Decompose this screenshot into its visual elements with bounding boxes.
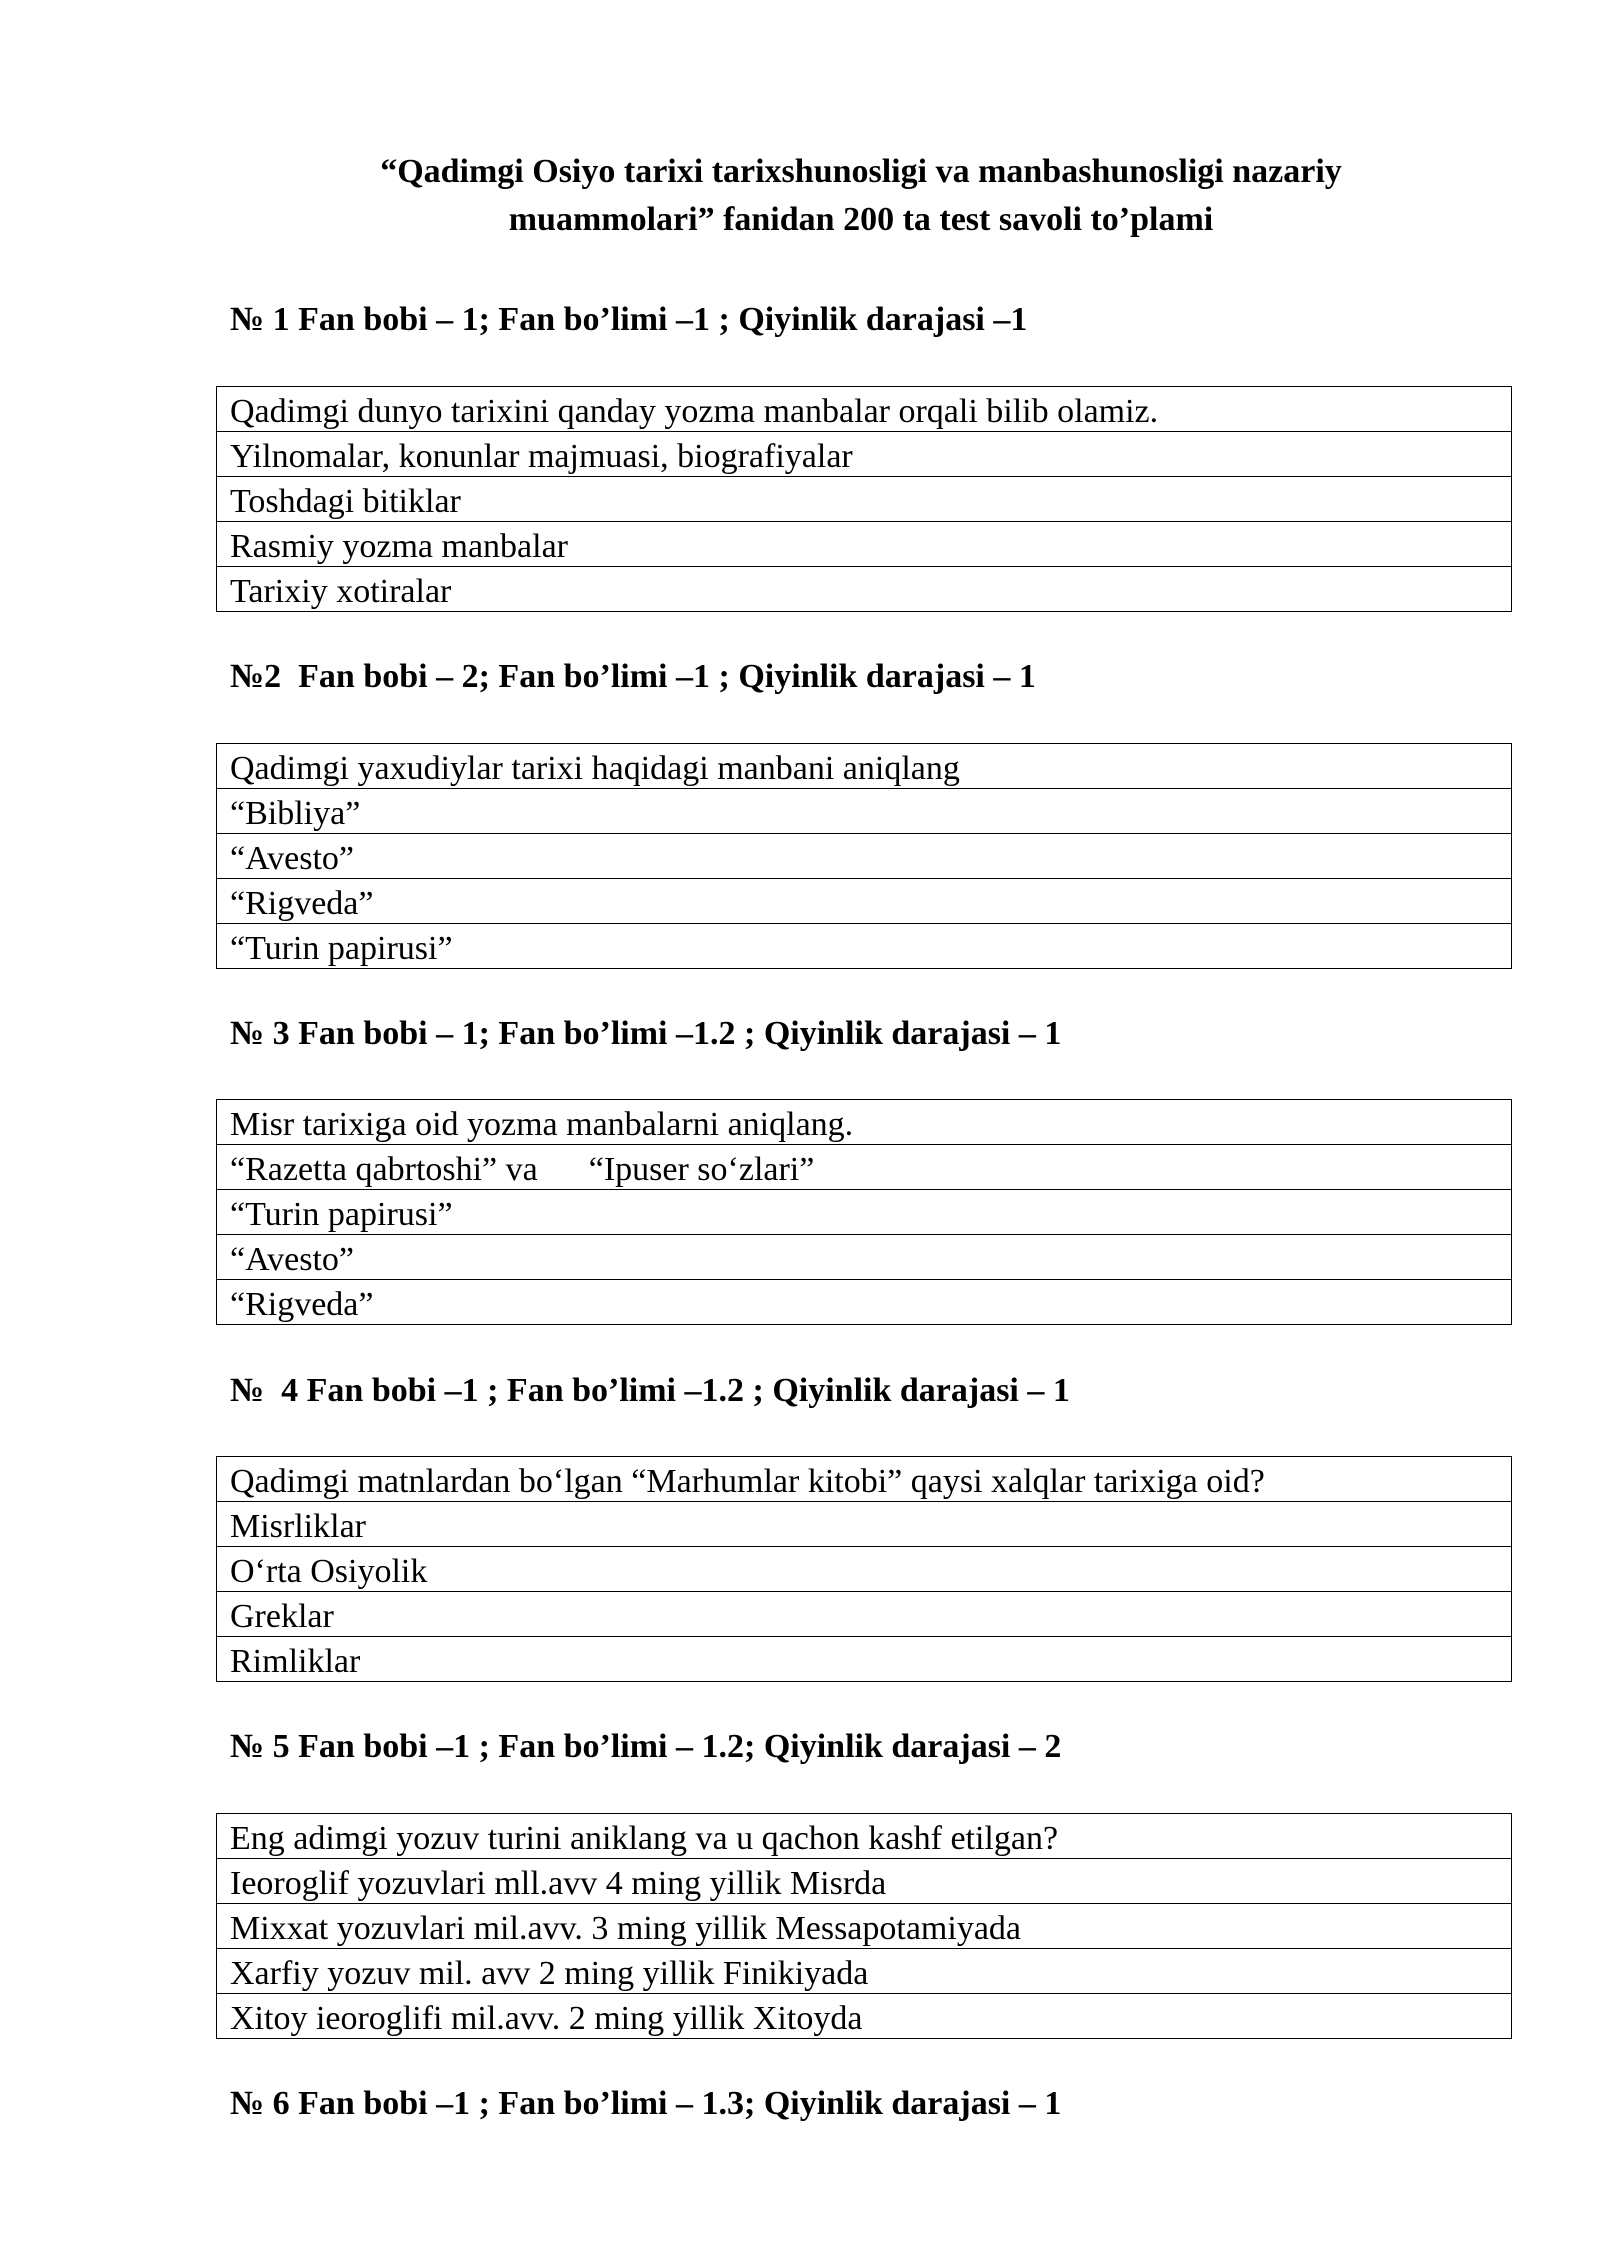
document-title [216, 148, 1506, 244]
answer-row [217, 1145, 1512, 1190]
answer-option: Ieoroglif yozuvlari mll.avv 4 ming yillik Misrda [217, 1859, 1512, 1904]
question-text: Qadimgi matnlardan bo‘lgan “Marhumlar kitobi” qaysi xalqlar tarixiga oid? [217, 1457, 1512, 1502]
answer-row [217, 1949, 1512, 1994]
question-4-table [216, 1456, 1512, 1682]
answer-option: “Turin papirusi” [217, 1190, 1512, 1235]
answer-option: Misrliklar [217, 1502, 1512, 1547]
answer-row [217, 432, 1512, 477]
answer-option: “Rigveda” [217, 879, 1512, 924]
answer-option: “Rigveda” [217, 1280, 1512, 1325]
answer-option: Toshdagi bitiklar [217, 477, 1512, 522]
answer-row [217, 1994, 1512, 2039]
answer-row [217, 1592, 1512, 1637]
question-2-table [216, 743, 1512, 969]
answer-row [217, 1502, 1512, 1547]
question-text: Qadimgi yaxudiylar tarixi haqidagi manbani aniqlang [217, 744, 1512, 789]
answer-row [217, 1904, 1512, 1949]
answer-row [217, 1547, 1512, 1592]
answer-option: “Avesto” [217, 834, 1512, 879]
answer-option: “Razetta qabrtoshi” va “Ipuser so‘zlari” [217, 1145, 1512, 1190]
answer-row [217, 567, 1512, 612]
answer-row [217, 1859, 1512, 1904]
question-1-table [216, 386, 1512, 612]
answer-row [217, 1280, 1512, 1325]
answer-row [217, 789, 1512, 834]
question-2-heading: №2 Fan bobi – 2; Fan bo’limi –1 ; Qiyinlik darajasi – 1 [230, 658, 1036, 695]
question-5-table [216, 1813, 1512, 2039]
document-title-line-1: “Qadimgi Osiyo tarixi tarixshunosligi va manbashunosligi nazariy [380, 153, 1342, 190]
answer-option: “Bibliya” [217, 789, 1512, 834]
answer-row [217, 1235, 1512, 1280]
answer-row [217, 924, 1512, 969]
question-4-heading: № 4 Fan bobi –1 ; Fan bo’limi –1.2 ; Qiyinlik darajasi – 1 [230, 1372, 1070, 1409]
question-3-table [216, 1099, 1512, 1325]
answer-option: Greklar [217, 1592, 1512, 1637]
answer-option: Rimliklar [217, 1637, 1512, 1682]
answer-option: O‘rta Osiyolik [217, 1547, 1512, 1592]
question-row [217, 387, 1512, 432]
question-text: Misr tarixiga oid yozma manbalarni aniqlang. [217, 1100, 1512, 1145]
answer-row [217, 834, 1512, 879]
answer-row [217, 522, 1512, 567]
answer-row [217, 879, 1512, 924]
answer-row [217, 1190, 1512, 1235]
answer-row [217, 477, 1512, 522]
answer-option: Tarixiy xotiralar [217, 567, 1512, 612]
question-3-heading: № 3 Fan bobi – 1; Fan bo’limi –1.2 ; Qiyinlik darajasi – 1 [230, 1015, 1062, 1052]
question-5-heading: № 5 Fan bobi –1 ; Fan bo’limi – 1.2; Qiyinlik darajasi – 2 [230, 1728, 1062, 1765]
question-text: Qadimgi dunyo tarixini qanday yozma manbalar orqali bilib olamiz. [217, 387, 1512, 432]
answer-option: “Avesto” [217, 1235, 1512, 1280]
answer-option: Rasmiy yozma manbalar [217, 522, 1512, 567]
document-title-line-2: muammolari” fanidan 200 ta test savoli to’plami [508, 201, 1214, 238]
answer-option: “Turin papirusi” [217, 924, 1512, 969]
question-row [217, 744, 1512, 789]
answer-option: Xarfiy yozuv mil. avv 2 ming yillik Finikiyada [217, 1949, 1512, 1994]
question-6-heading: № 6 Fan bobi –1 ; Fan bo’limi – 1.3; Qiyinlik darajasi – 1 [230, 2085, 1062, 2122]
question-row [217, 1814, 1512, 1859]
question-row [217, 1457, 1512, 1502]
question-row [217, 1100, 1512, 1145]
answer-row [217, 1637, 1512, 1682]
answer-option: Yilnomalar, konunlar majmuasi, biografiyalar [217, 432, 1512, 477]
answer-option: Mixxat yozuvlari mil.avv. 3 ming yillik Messapotamiyada [217, 1904, 1512, 1949]
question-text: Eng adimgi yozuv turini aniklang va u qachon kashf etilgan? [217, 1814, 1512, 1859]
question-1-heading: № 1 Fan bobi – 1; Fan bo’limi –1 ; Qiyinlik darajasi –1 [230, 301, 1028, 338]
answer-option: Xitoy ieoroglifi mil.avv. 2 ming yillik Xitoyda [217, 1994, 1512, 2039]
